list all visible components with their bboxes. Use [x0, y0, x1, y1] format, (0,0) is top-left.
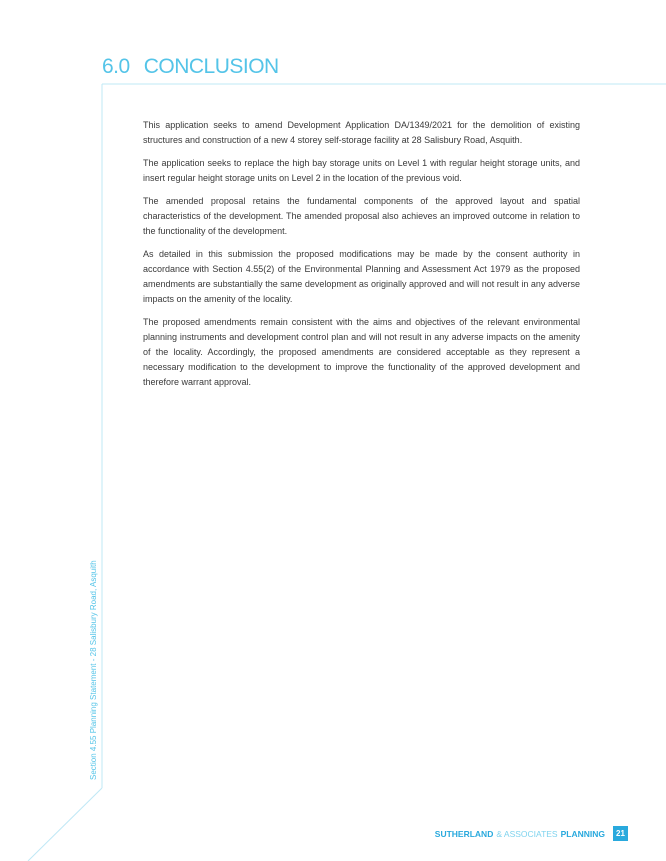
section-heading — [102, 55, 279, 79]
footer-brand-planning: PLANNING — [560, 828, 605, 839]
section-number: 6.0 — [102, 55, 130, 78]
page-footer — [435, 826, 628, 841]
footer-brand-sutherland: SUTHERLAND — [434, 828, 494, 839]
paragraph: This application seeks to amend Development Application DA/1349/2021 for the demolition of existing structures and construction of a new 4 storey self-storage facility at 28 Salisbury Road, Asquith. — [143, 120, 580, 145]
paragraph: The application seeks to replace the high bay storage units on Level 1 with regular height storage units, and insert regular height storage units on Level 2 in the location of the previous void. — [143, 158, 580, 183]
diagonal-rule — [28, 788, 102, 861]
body-text — [143, 118, 580, 398]
footer-brand-associates: & ASSOCIATES — [496, 828, 558, 839]
section-title: CONCLUSION — [143, 55, 279, 78]
document-side-label: Section 4.55 Planning Statement - 28 Salisbury Road, Asquith — [89, 560, 98, 780]
paragraph: The amended proposal retains the fundamental components of the approved layout and spatial characteristics of the development. The amended proposal also achieves an improved outcome in relation to the functionality of the development. — [143, 196, 580, 236]
paragraph: The proposed amendments remain consistent with the aims and objectives of the relevant environmental planning instruments and development control plan and will not result in any adverse impacts on the amenity of the locality. Accordingly, the proposed amendments are considered acceptable as they represent a necessary modification to the development to improve the functionality of the approved development and therefore warrant approval. — [143, 317, 580, 387]
page-number: 21 — [613, 826, 628, 841]
paragraph: As detailed in this submission the proposed modifications may be made by the consent authority in accordance with Section 4.55(2) of the Environmental Planning and Assessment Act 1979 as the proposed amendments are substantially the same development as originally approved and will not result in any adverse impacts on the amenity of the locality. — [143, 249, 580, 304]
